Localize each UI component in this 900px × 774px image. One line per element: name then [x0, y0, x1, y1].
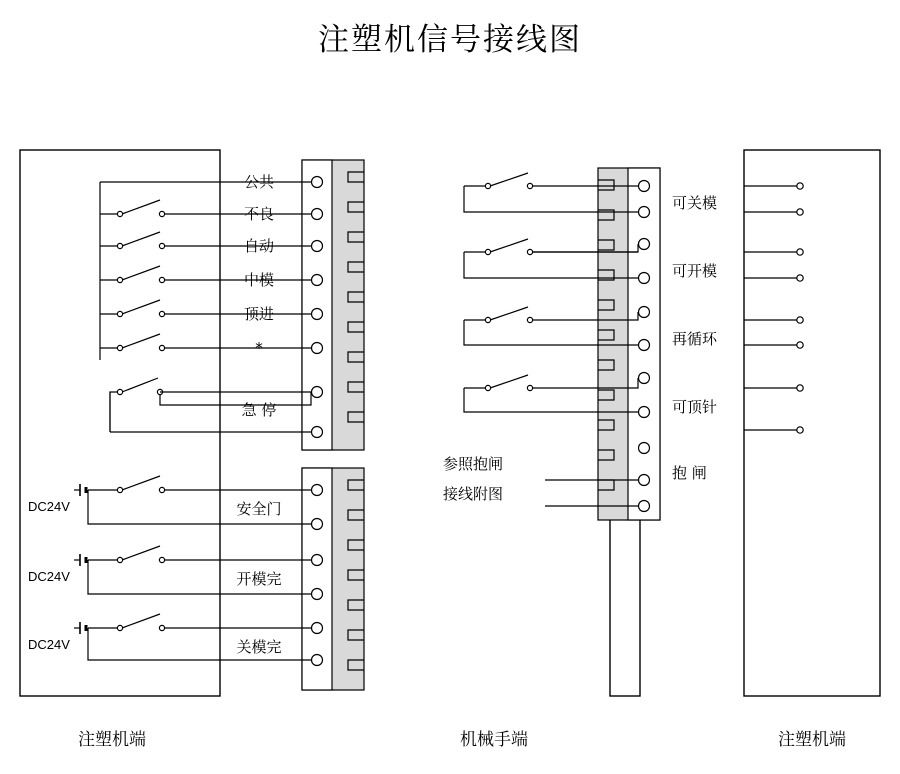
- signal-label-jiting: 急 停: [241, 401, 277, 419]
- left-machine-box: [20, 150, 220, 696]
- signal-label-zaixunhuan: 再循环: [672, 330, 718, 348]
- note-line-1: 参照抱闸: [443, 455, 504, 473]
- right-terminal-block: [598, 168, 660, 520]
- dc-source-label-anquanmen: DC24V: [28, 499, 70, 514]
- right-machine-wires: [744, 183, 803, 433]
- signal-label-gonggong: 公共: [243, 173, 275, 191]
- right-machine-box: [744, 150, 880, 696]
- signal-label-kekaimo: 可开模: [672, 262, 718, 280]
- signal-label-buliang: 不良: [243, 205, 275, 223]
- signal-label-kaimowan: 开模完: [236, 570, 282, 588]
- footer-label-left: 注塑机端: [78, 730, 146, 750]
- note-line-2: 接线附图: [443, 485, 504, 503]
- page-title: 注塑机信号接线图: [318, 22, 582, 58]
- signal-label-dingjin: 顶进: [243, 305, 275, 323]
- signal-label-zidong: 自动: [243, 237, 275, 255]
- left-top-wires: [100, 182, 311, 432]
- signal-label-zhongmo: 中模: [243, 271, 275, 289]
- footer-label-right: 注塑机端: [778, 730, 846, 750]
- left-top-terminal-block: [302, 160, 364, 450]
- signal-label-guanmowan: 关模完: [236, 638, 282, 656]
- signal-label-star: *: [255, 339, 263, 357]
- footer-label-center: 机械手端: [460, 730, 528, 750]
- signal-label-keguanmo: 可关模: [672, 194, 718, 212]
- dc-source-label-kaimowan: DC24V: [28, 569, 70, 584]
- left-bottom-terminal-block: [302, 468, 364, 690]
- signal-label-anquanmen: 安全门: [236, 500, 282, 518]
- signal-label-baozha: 抱 闸: [672, 464, 707, 482]
- signal-label-kedingzhen: 可顶针: [672, 398, 718, 416]
- dc-source-label-guanmowan: DC24V: [28, 637, 70, 652]
